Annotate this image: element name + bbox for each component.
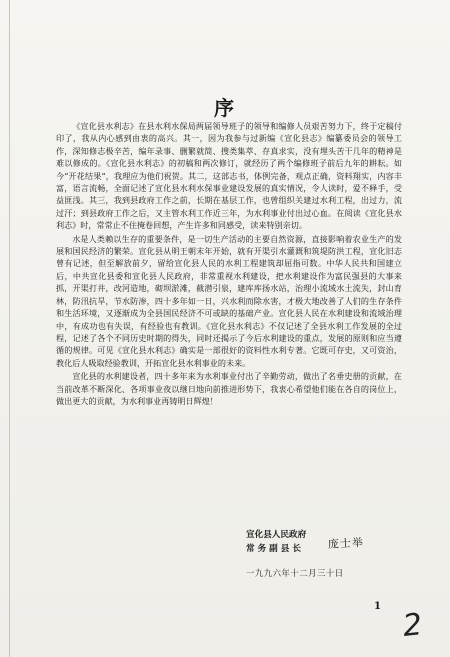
paragraph-2: 水是人类赖以生存的重要条件，是一切生产活动的主要自然资源，直接影响着农业生产的发展和国民经济的繁荣。宣化县从明王朝末年开始，就有开渠引水灌溉和筑堤防洪工程，宣化旧志曾有记述，但至解放前夕，留给宣化县人民的水利工程建筑却屈指可数。中华人民共和国建立后，中共宣化县委和宣化县人民政府，非常重视水利建设，把水利建设作为富民强县的大事来抓，开渠打井，改河造地，砌坝淤滩，截潜引泉，建库库扬水站，治理小流域水土流失，封山育林，防汛抗旱，节水防渗，四十多年如一日，兴水利而除水害，才极大地改善了人们的生存条件和生活环境，又逐渐成为全县国民经济不可或缺的基础产业。宣化县人民在水利建设和流域治理中，有成功也有失误，有经验也有教训。《宣化县水利志》不仅记述了全县水利工作发展的全过程，记述了各个不同历史时期的得失，同时还揭示了今后水利建设的重点，发展的原则和应当遵循的规律。可见《宣化县水利志》确实是一部很好的资料性水利专著。它既可存史，又可资治，教化后人吸取经验教训，开拓宣化县水利事业的未来。 xyxy=(56,233,402,368)
preface-body xyxy=(56,120,402,407)
signatory-position: 常 务 副 县 长 xyxy=(246,544,301,554)
page-number: 1 xyxy=(374,601,381,612)
signature-block xyxy=(246,528,426,556)
handwritten-signature: 庞士举 xyxy=(327,536,365,551)
handwritten-page-mark: 2 xyxy=(401,607,424,644)
signatory-org: 宣化县人民政府 xyxy=(246,530,307,540)
paragraph-1: 《宣化县水利志》在县水利水保局两届领导班子的领导和编修人员艰苦努力下，终于定稿付印了，我从内心感到由衷的高兴。其一，因为我参与过新编《宣化县志》编纂委员会的领导工作，深知修志极辛苦，编年录事、删繁就简、搜类集萃、存真求实，没有埋头苦干几年的精神是难以修成的。《宣化县水利志》的初稿和两次修订，就经历了两个编修班子前后九年的耕耘。如今“开花结果”，我理应为他们祝贺。其二，这部志书，体例完备，观点正确，资料翔实，内容丰富，语言流畅，全面记述了宣化县水利水保事业建设发展的真实情况，令人读时，爱不释手，受益匪浅。其三，我到县政府工作之前，长期在基层工作，也曾组织关建过水利工程，出过力，流过汗；到县政府工作之后，又主管水利工作近三年，为水利事业付出过心血。在阅读《宣化县水利志》时，常常止不住掩卷回想，产生许多和同感受，读来特别亲切。 xyxy=(56,121,402,231)
page-title: 序 xyxy=(214,96,236,120)
paragraph-3: 宣化县的水利建设者，四十多年来为水利事业付出了辛勤劳动，做出了名垂史册的贡献，在当前改革不断深化、各项事业夜以继日地向前推进形势下，我衷心希望他们能在各自的岗位上，做出更大的贡献，为水利事业再铸明日辉煌！ xyxy=(56,371,402,406)
signature-date: 一九九六年十二月三十日 xyxy=(246,568,344,578)
